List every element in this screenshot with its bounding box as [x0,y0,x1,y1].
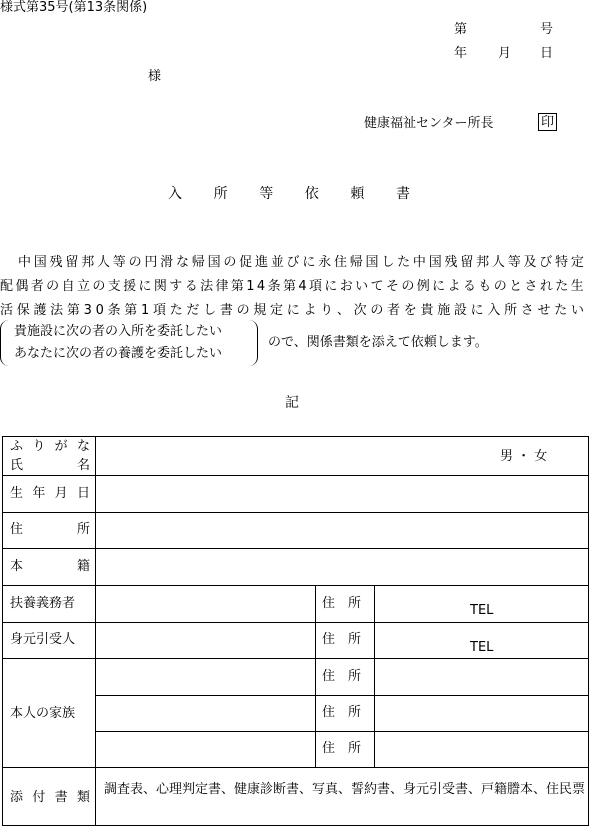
domicile-label: 本 籍 [10,559,90,574]
date-day-label: 日 [540,46,554,61]
body-line-4: ので、関係書類を添えて依頼します。 [268,335,488,350]
attachments-value: 調査表、心理判定書、健康診断書、写真、誓約書、身元引受書、戸籍謄本、住民票 [104,782,586,797]
family-address-label-1: 住 所 [322,669,362,684]
document-number-suffix: 号 [540,22,554,37]
issuer-title: 健康福祉センター所長 [364,116,494,131]
document-number-label: 第 [454,22,468,37]
dob-label: 生 年 月 日 [10,486,90,501]
form-number: 様式第35号(第13条関係) [0,0,148,15]
name-label: 氏 名 [10,458,90,473]
body-line-1: 中 国 残 留 邦 人 等 の 円 滑 な 帰 国 の 促 進 並 び に 永 住 帰 国 し た 中 国 残 留 邦 人 等 及 び 特 定 [18,255,584,270]
body-line-2: 配 偶 者 の 自 立 の 支 援 に 関 す る 法 律 第 1 4 条 第 4 項 に お い て そ の 例 に よ る も の と さ れ た 生 [0,279,584,294]
supporter-label: 扶養義務者 [10,596,76,611]
recipient-honorific: 様 [148,69,162,84]
date-month-label: 月 [498,46,512,61]
seal-mark: 印 [538,113,557,131]
option-consign-admission: 貴施設に次の者の入所を委託したい [14,324,223,339]
guarantor-label: 身元引受人 [10,632,76,647]
body-line-3: 活 保 護 法 第 3 0 条 第 1 項 た だ し 書 の 規 定 に よ り 、 次 の 者 を 貴 施 設 に 入 所 さ せ た い [0,303,584,318]
attachments-label: 添 付 書 類 [10,790,90,805]
option-consign-care: あなたに次の者の養護を委託したい [14,346,223,361]
date-year-label: 年 [454,46,468,61]
furigana-label: ふ り が な [10,439,90,454]
ki-heading: 記 [285,395,299,411]
address-label: 住 所 [10,522,90,537]
family-address-label-2: 住 所 [322,705,362,720]
supporter-tel-label: TEL [470,603,494,618]
document-title: 入 所 等 依 頼 書 [168,186,410,202]
gender-selector[interactable]: 男 ・ 女 [500,449,548,464]
family-label: 本人の家族 [10,706,76,721]
family-address-label-3: 住 所 [322,741,362,756]
guarantor-tel-label: TEL [470,640,494,655]
guarantor-address-label: 住 所 [322,632,362,647]
supporter-address-label: 住 所 [322,596,362,611]
